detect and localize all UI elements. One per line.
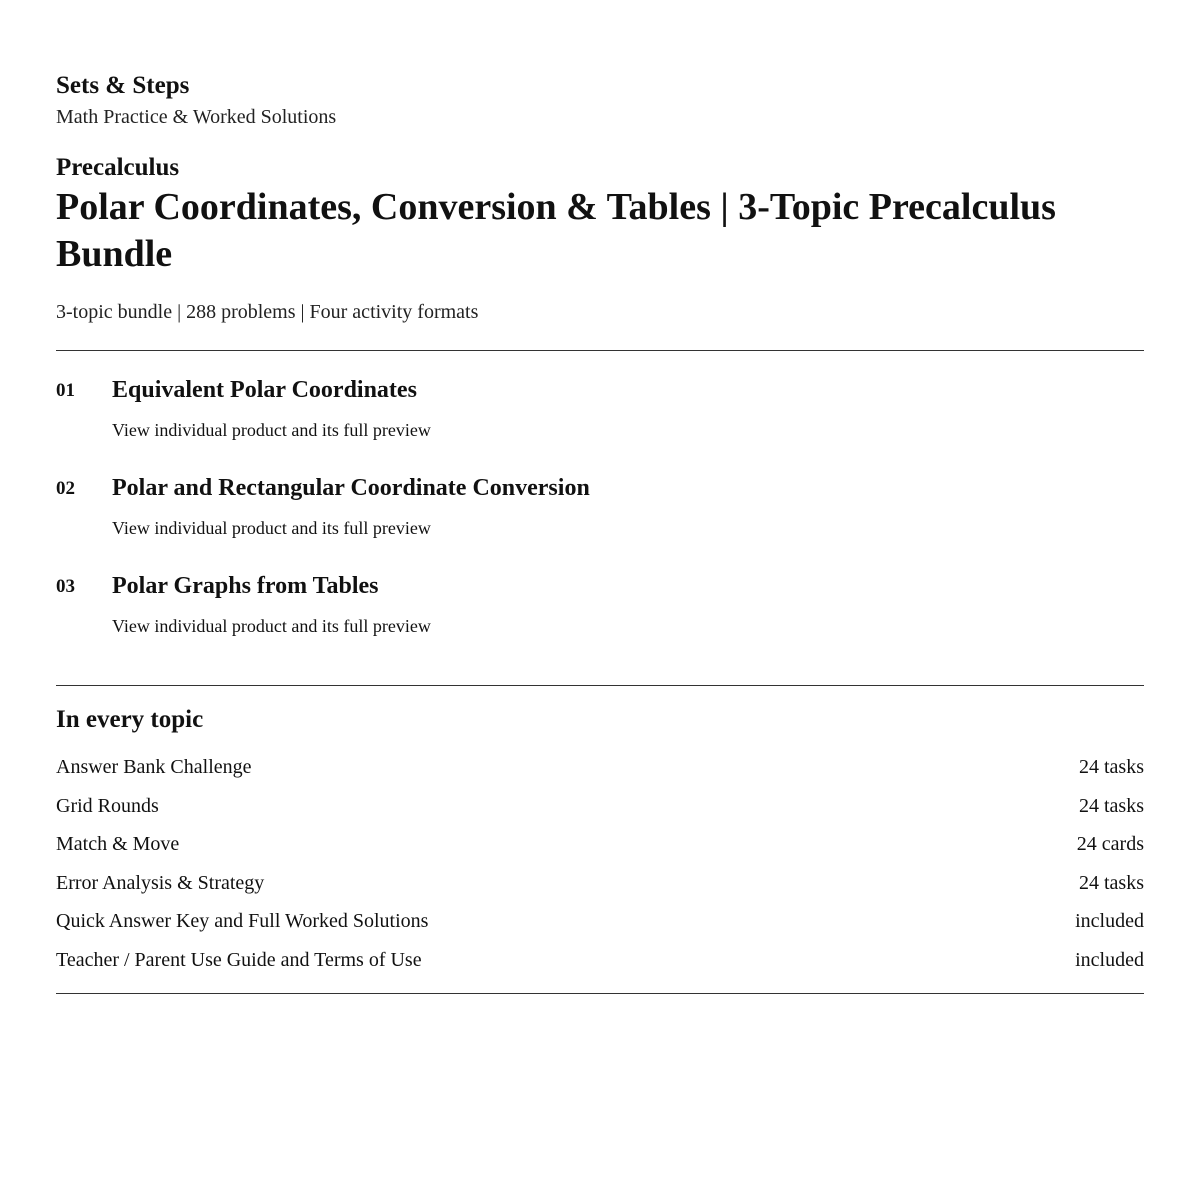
view-product-link[interactable]: View individual product and its full preview [112, 420, 431, 440]
includes-value: included [1075, 910, 1144, 933]
topic-item [56, 470, 1144, 568]
topic-title: Polar and Rectangular Coordinate Conversion [112, 475, 590, 501]
includes-label: Teacher / Parent Use Guide and Terms of Use [56, 948, 422, 971]
topic-item [56, 372, 1144, 470]
divider [56, 993, 1144, 994]
includes-label: Match & Move [56, 833, 180, 856]
view-product-link[interactable]: View individual product and its full preview [112, 616, 431, 636]
includes-row [56, 906, 1144, 945]
divider [56, 350, 1144, 351]
includes-value: included [1075, 948, 1144, 971]
includes-list [56, 752, 1144, 984]
product-summary: 3-topic bundle | 288 problems | Four activity formats [56, 301, 479, 323]
includes-label: Quick Answer Key and Full Worked Solutions [56, 910, 429, 933]
brand-name: Sets & Steps [56, 72, 190, 99]
subject-label: Precalculus [56, 154, 180, 181]
includes-row [56, 791, 1144, 830]
includes-value: 24 cards [1076, 833, 1144, 856]
topic-number: 02 [56, 478, 75, 499]
topic-title: Polar Graphs from Tables [112, 573, 379, 599]
product-title: Polar Coordinates, Conversion & Tables | 3-Topic Precalculus Bundle [56, 186, 1056, 275]
topic-title: Equivalent Polar Coordinates [112, 377, 417, 403]
includes-label: Answer Bank Challenge [56, 756, 252, 778]
includes-row [56, 945, 1144, 984]
topic-item [56, 568, 1144, 666]
includes-row [56, 752, 1144, 791]
includes-row [56, 868, 1144, 907]
view-product-link[interactable]: View individual product and its full preview [112, 518, 431, 538]
divider [56, 685, 1144, 686]
includes-value: 24 tasks [1079, 871, 1144, 894]
includes-value: 24 tasks [1079, 756, 1144, 778]
includes-label: Error Analysis & Strategy [56, 871, 265, 894]
brand-tagline: Math Practice & Worked Solutions [56, 106, 337, 128]
topic-number: 01 [56, 380, 75, 401]
includes-value: 24 tasks [1079, 794, 1144, 817]
includes-label: Grid Rounds [56, 794, 159, 817]
includes-heading: In every topic [56, 706, 204, 733]
topic-number: 03 [56, 576, 75, 597]
includes-row [56, 829, 1144, 868]
topic-list [56, 372, 1144, 666]
